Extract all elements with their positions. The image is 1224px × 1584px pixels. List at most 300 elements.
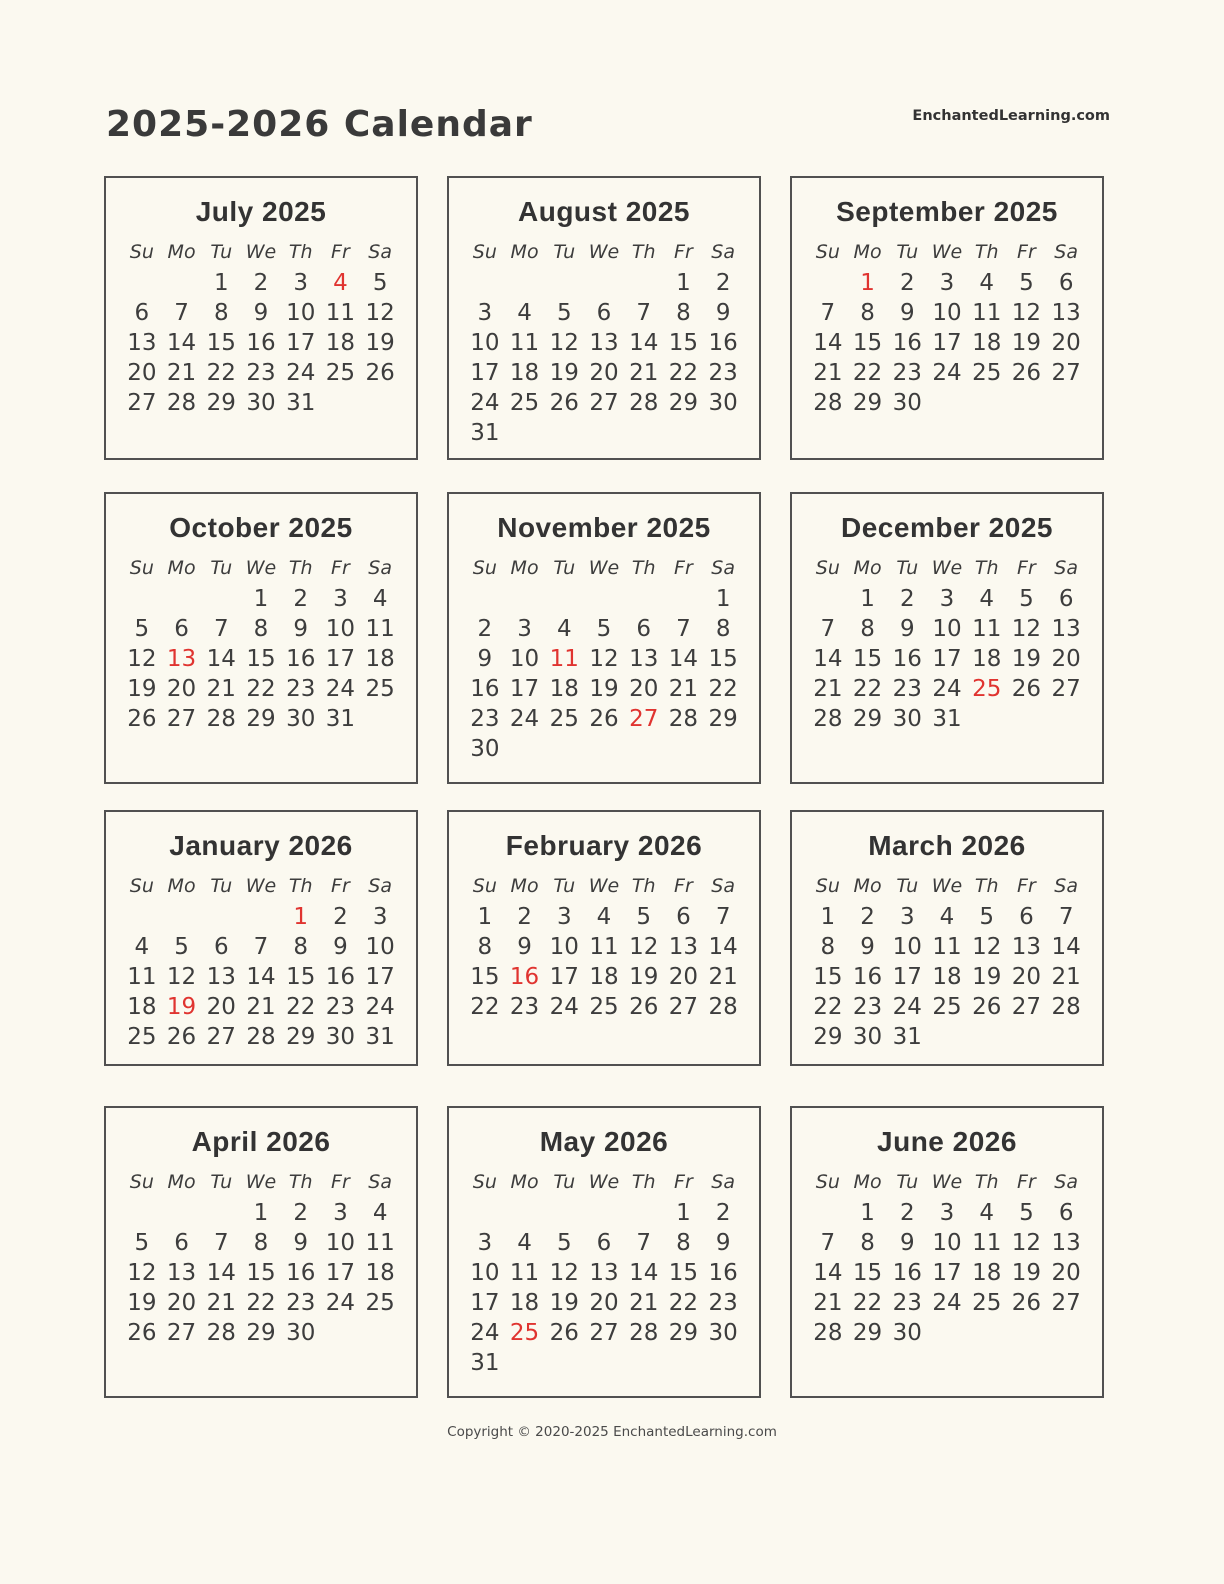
day-cell: 19 xyxy=(549,360,579,386)
weekday-label: We xyxy=(588,875,620,897)
day-cell: 29 xyxy=(852,390,883,416)
day-cell: 2 xyxy=(477,616,493,642)
day-cell: 10 xyxy=(932,1230,962,1256)
day-cell: 11 xyxy=(509,1260,540,1286)
day-cell: 19 xyxy=(629,964,659,990)
day-cell: 13 xyxy=(1051,1230,1081,1256)
day-cell: 27 xyxy=(1051,360,1081,386)
weekday-label: Fr xyxy=(674,241,693,263)
day-cell: 19 xyxy=(589,676,619,702)
page-title: 2025-2026 Calendar xyxy=(106,104,533,145)
day-cell: 22 xyxy=(246,676,276,702)
calendar-row-1 xyxy=(104,176,1120,460)
weekday-header-row xyxy=(465,1168,743,1196)
day-cell: 25 xyxy=(972,360,1002,386)
day-cell: 30 xyxy=(892,1320,922,1346)
day-cell: 28 xyxy=(813,1320,843,1346)
day-cell: 5 xyxy=(372,270,388,296)
day-cell: 20 xyxy=(1051,646,1081,672)
day-cell: 30 xyxy=(852,1024,883,1050)
day-cell: 18 xyxy=(509,360,540,386)
empty-day-cell xyxy=(808,584,848,614)
day-cell: 26 xyxy=(1011,1290,1042,1316)
day-cell: 12 xyxy=(1011,1230,1042,1256)
weekday-label: Th xyxy=(631,557,656,579)
day-cell: 29 xyxy=(246,706,276,732)
day-cell: 30 xyxy=(708,390,738,416)
day-cell: 3 xyxy=(477,300,493,326)
day-cell: 31 xyxy=(470,420,500,446)
day-cell: 5 xyxy=(174,934,189,960)
weekday-label: Tu xyxy=(553,1171,576,1193)
weekday-label: Th xyxy=(974,1171,999,1193)
day-cell: 17 xyxy=(470,1290,500,1316)
weekday-label: Tu xyxy=(896,1171,919,1193)
day-cell: 17 xyxy=(509,676,540,702)
weekday-label: Su xyxy=(815,241,840,263)
weekday-label: Th xyxy=(974,557,999,579)
empty-day-cell xyxy=(465,268,505,298)
day-cell: 21 xyxy=(708,964,738,990)
day-cell: 30 xyxy=(286,706,316,732)
day-cell: 31 xyxy=(932,706,962,732)
day-cell: 15 xyxy=(206,330,236,356)
weekday-label: Sa xyxy=(711,557,735,579)
day-cell: 20 xyxy=(589,1290,619,1316)
day-cell: 3 xyxy=(939,270,955,296)
weekday-label: Fr xyxy=(331,875,350,897)
calendar-row-3 xyxy=(104,810,1120,1066)
day-cell: 10 xyxy=(470,330,500,356)
weekday-label: Sa xyxy=(368,1171,392,1193)
day-cell: 7 xyxy=(636,1230,652,1256)
day-cell: 16 xyxy=(892,646,922,672)
day-cell: 25 xyxy=(365,1290,395,1316)
empty-day-cell xyxy=(241,902,281,932)
day-cell: 12 xyxy=(365,300,395,326)
day-cell: 28 xyxy=(1051,994,1081,1020)
day-cell: 19 xyxy=(549,1290,579,1316)
day-cell: 11 xyxy=(549,646,579,672)
weekday-header-row xyxy=(122,872,400,900)
day-cell: 1 xyxy=(860,586,875,612)
day-cell: 25 xyxy=(589,994,619,1020)
day-cell: 23 xyxy=(708,1290,738,1316)
weekday-label: Fr xyxy=(674,1171,693,1193)
weekday-label: Tu xyxy=(896,875,919,897)
day-cell: 2 xyxy=(899,1200,915,1226)
month-november-2025 xyxy=(447,492,761,784)
day-cell: 24 xyxy=(549,994,579,1020)
day-cell: 2 xyxy=(253,270,269,296)
weekday-label: Fr xyxy=(1017,241,1036,263)
day-cell: 24 xyxy=(470,390,500,416)
weekday-label: Fr xyxy=(674,557,693,579)
day-cell: 10 xyxy=(470,1260,500,1286)
day-cell: 16 xyxy=(286,646,316,672)
month-december-2025 xyxy=(790,492,1104,784)
day-cell: 7 xyxy=(676,616,691,642)
day-cell: 24 xyxy=(325,1290,356,1316)
day-cell: 7 xyxy=(253,934,269,960)
empty-day-cell xyxy=(465,584,505,614)
day-cell: 10 xyxy=(892,934,922,960)
day-cell: 11 xyxy=(589,934,619,960)
day-cell: 30 xyxy=(470,736,500,762)
day-cell: 23 xyxy=(325,994,356,1020)
day-cell: 4 xyxy=(517,1230,532,1256)
empty-day-cell xyxy=(544,584,584,614)
day-cell: 17 xyxy=(325,1260,356,1286)
weekday-label: Su xyxy=(815,1171,840,1193)
day-cell: 23 xyxy=(286,1290,316,1316)
weekday-label: We xyxy=(245,557,277,579)
weekday-label: Sa xyxy=(368,241,392,263)
day-cell: 1 xyxy=(676,1200,691,1226)
day-cell: 26 xyxy=(127,706,157,732)
month-title: June 2026 xyxy=(877,1126,1017,1157)
day-cell: 31 xyxy=(470,1350,500,1376)
day-cell: 13 xyxy=(629,646,659,672)
empty-day-cell xyxy=(584,584,624,614)
day-grid xyxy=(465,1198,743,1378)
day-cell: 1 xyxy=(860,270,875,296)
day-cell: 10 xyxy=(932,616,962,642)
day-cell: 29 xyxy=(668,1320,699,1346)
day-cell: 3 xyxy=(517,616,532,642)
weekday-label: Sa xyxy=(711,241,735,263)
day-cell: 9 xyxy=(715,300,731,326)
day-cell: 15 xyxy=(852,646,883,672)
empty-day-cell xyxy=(122,268,162,298)
weekday-label: Fr xyxy=(331,241,350,263)
month-july-2025 xyxy=(104,176,418,460)
day-cell: 15 xyxy=(668,1260,699,1286)
day-cell: 14 xyxy=(668,646,699,672)
day-cell: 2 xyxy=(333,904,348,930)
day-cell: 20 xyxy=(166,676,197,702)
empty-day-cell xyxy=(624,584,664,614)
weekday-label: Th xyxy=(288,557,313,579)
weekday-label: Mo xyxy=(167,557,196,579)
day-cell: 9 xyxy=(293,1230,309,1256)
day-cell: 23 xyxy=(708,360,738,386)
day-cell: 19 xyxy=(972,964,1002,990)
weekday-label: Sa xyxy=(368,875,392,897)
day-cell: 21 xyxy=(813,1290,843,1316)
day-cell: 20 xyxy=(668,964,699,990)
month-september-2025 xyxy=(790,176,1104,460)
day-cell: 18 xyxy=(325,330,356,356)
day-cell: 8 xyxy=(253,1230,269,1256)
day-cell: 17 xyxy=(325,646,356,672)
day-cell: 2 xyxy=(715,1200,731,1226)
weekday-label: Tu xyxy=(210,241,233,263)
day-cell: 18 xyxy=(549,676,579,702)
day-cell: 2 xyxy=(715,270,731,296)
day-cell: 29 xyxy=(286,1024,316,1050)
day-cell: 12 xyxy=(127,1260,157,1286)
weekday-label: Mo xyxy=(167,1171,196,1193)
day-cell: 4 xyxy=(979,586,995,612)
weekday-label: Th xyxy=(631,875,656,897)
day-cell: 16 xyxy=(246,330,276,356)
day-cell: 11 xyxy=(972,300,1002,326)
day-cell: 5 xyxy=(1019,270,1034,296)
weekday-label: Tu xyxy=(553,241,576,263)
day-grid xyxy=(808,1198,1086,1348)
day-cell: 17 xyxy=(470,360,500,386)
weekday-label: Mo xyxy=(853,241,882,263)
empty-day-cell xyxy=(505,268,545,298)
day-cell: 1 xyxy=(253,586,269,612)
day-cell: 4 xyxy=(517,300,532,326)
day-cell: 24 xyxy=(892,994,922,1020)
month-april-2026 xyxy=(104,1106,418,1398)
day-cell: 19 xyxy=(1011,1260,1042,1286)
weekday-label: We xyxy=(931,1171,963,1193)
day-cell: 19 xyxy=(365,330,395,356)
day-grid xyxy=(808,584,1086,734)
day-cell: 7 xyxy=(213,616,229,642)
day-cell: 20 xyxy=(1051,330,1081,356)
weekday-label: Th xyxy=(974,241,999,263)
weekday-header-row xyxy=(808,554,1086,582)
day-cell: 24 xyxy=(932,360,962,386)
day-cell: 5 xyxy=(636,904,652,930)
day-cell: 14 xyxy=(166,330,197,356)
day-cell: 13 xyxy=(166,646,197,672)
day-cell: 25 xyxy=(325,360,356,386)
day-cell: 28 xyxy=(708,994,738,1020)
day-cell: 8 xyxy=(293,934,309,960)
day-cell: 9 xyxy=(333,934,348,960)
day-cell: 23 xyxy=(246,360,276,386)
weekday-label: Fr xyxy=(1017,557,1036,579)
weekday-label: Su xyxy=(815,875,840,897)
day-cell: 31 xyxy=(286,390,316,416)
day-cell: 19 xyxy=(166,994,197,1020)
month-title: May 2026 xyxy=(539,1126,669,1157)
day-cell: 15 xyxy=(668,330,699,356)
day-cell: 23 xyxy=(509,994,540,1020)
weekday-label: Sa xyxy=(711,875,735,897)
day-cell: 26 xyxy=(629,994,659,1020)
weekday-label: We xyxy=(931,241,963,263)
day-cell: 31 xyxy=(892,1024,922,1050)
day-cell: 22 xyxy=(286,994,316,1020)
weekday-label: Su xyxy=(129,875,154,897)
weekday-label: Mo xyxy=(510,1171,539,1193)
day-cell: 15 xyxy=(852,1260,883,1286)
month-january-2026 xyxy=(104,810,418,1066)
day-cell: 10 xyxy=(286,300,316,326)
day-cell: 4 xyxy=(333,270,348,296)
month-title: October 2025 xyxy=(169,512,353,543)
day-cell: 21 xyxy=(1051,964,1081,990)
empty-day-cell xyxy=(162,1198,202,1228)
day-cell: 29 xyxy=(246,1320,276,1346)
day-cell: 25 xyxy=(972,676,1002,702)
day-cell: 4 xyxy=(556,616,572,642)
weekday-label: We xyxy=(588,1171,620,1193)
day-cell: 29 xyxy=(852,1320,883,1346)
day-cell: 18 xyxy=(972,330,1002,356)
day-cell: 17 xyxy=(549,964,579,990)
day-cell: 24 xyxy=(325,676,356,702)
weekday-label: Sa xyxy=(368,557,392,579)
day-grid xyxy=(122,1198,400,1348)
empty-day-cell xyxy=(505,1198,545,1228)
day-cell: 27 xyxy=(206,1024,236,1050)
empty-day-cell xyxy=(505,584,545,614)
day-cell: 6 xyxy=(1019,904,1034,930)
weekday-label: Sa xyxy=(711,1171,735,1193)
weekday-label: Fr xyxy=(331,1171,350,1193)
weekday-label: Mo xyxy=(510,875,539,897)
weekday-label: Th xyxy=(288,1171,313,1193)
day-cell: 12 xyxy=(1011,616,1042,642)
day-cell: 28 xyxy=(206,706,236,732)
weekday-label: Fr xyxy=(674,875,693,897)
day-cell: 25 xyxy=(509,1320,540,1346)
day-cell: 9 xyxy=(899,616,915,642)
day-grid xyxy=(465,584,743,764)
day-cell: 6 xyxy=(676,904,691,930)
weekday-label: We xyxy=(245,241,277,263)
day-cell: 11 xyxy=(365,1230,395,1256)
weekday-label: Th xyxy=(288,241,313,263)
empty-day-cell xyxy=(201,902,241,932)
day-cell: 8 xyxy=(820,934,836,960)
weekday-header-row xyxy=(465,872,743,900)
day-cell: 12 xyxy=(589,646,619,672)
weekday-label: Mo xyxy=(510,557,539,579)
day-cell: 15 xyxy=(246,1260,276,1286)
day-grid xyxy=(465,268,743,448)
day-cell: 15 xyxy=(708,646,738,672)
empty-day-cell xyxy=(544,268,584,298)
day-cell: 17 xyxy=(286,330,316,356)
day-cell: 26 xyxy=(1011,360,1042,386)
day-cell: 3 xyxy=(333,1200,348,1226)
day-cell: 30 xyxy=(325,1024,356,1050)
day-cell: 21 xyxy=(206,676,236,702)
day-grid xyxy=(808,902,1086,1052)
empty-day-cell xyxy=(624,268,664,298)
day-cell: 14 xyxy=(1051,934,1081,960)
day-cell: 15 xyxy=(470,964,500,990)
day-cell: 6 xyxy=(174,1230,189,1256)
month-title: November 2025 xyxy=(497,512,711,543)
day-cell: 15 xyxy=(246,646,276,672)
weekday-label: We xyxy=(931,557,963,579)
day-cell: 22 xyxy=(852,1290,883,1316)
day-cell: 19 xyxy=(127,1290,157,1316)
day-cell: 23 xyxy=(286,676,316,702)
day-cell: 5 xyxy=(1019,1200,1034,1226)
month-title: April 2026 xyxy=(191,1126,331,1157)
month-title: August 2025 xyxy=(518,196,690,227)
day-cell: 28 xyxy=(629,1320,659,1346)
day-cell: 8 xyxy=(253,616,269,642)
weekday-label: Tu xyxy=(896,241,919,263)
weekday-label: Th xyxy=(288,875,313,897)
day-cell: 3 xyxy=(293,270,309,296)
day-cell: 14 xyxy=(246,964,276,990)
day-cell: 6 xyxy=(1058,270,1074,296)
day-cell: 24 xyxy=(932,676,962,702)
weekday-label: Tu xyxy=(210,557,233,579)
day-cell: 1 xyxy=(477,904,493,930)
empty-day-cell xyxy=(122,584,162,614)
day-cell: 11 xyxy=(325,300,356,326)
day-cell: 15 xyxy=(813,964,843,990)
month-title: December 2025 xyxy=(841,512,1053,543)
day-cell: 2 xyxy=(899,270,915,296)
day-cell: 8 xyxy=(860,1230,875,1256)
weekday-label: We xyxy=(245,1171,277,1193)
day-cell: 7 xyxy=(213,1230,229,1256)
day-cell: 24 xyxy=(932,1290,962,1316)
day-cell: 8 xyxy=(676,300,691,326)
day-cell: 22 xyxy=(668,360,699,386)
day-cell: 31 xyxy=(365,1024,395,1050)
day-cell: 26 xyxy=(1011,676,1042,702)
day-cell: 24 xyxy=(470,1320,500,1346)
day-cell: 17 xyxy=(932,646,962,672)
day-cell: 20 xyxy=(1051,1260,1081,1286)
day-cell: 3 xyxy=(333,586,348,612)
day-cell: 12 xyxy=(629,934,659,960)
day-cell: 14 xyxy=(629,1260,659,1286)
day-cell: 2 xyxy=(293,586,309,612)
day-cell: 22 xyxy=(852,676,883,702)
weekday-label: We xyxy=(931,875,963,897)
day-cell: 6 xyxy=(213,934,229,960)
empty-day-cell xyxy=(122,1198,162,1228)
weekday-label: We xyxy=(588,557,620,579)
weekday-header-row xyxy=(122,554,400,582)
day-cell: 17 xyxy=(892,964,922,990)
day-cell: 3 xyxy=(939,586,955,612)
day-cell: 8 xyxy=(477,934,493,960)
day-cell: 21 xyxy=(206,1290,236,1316)
day-cell: 31 xyxy=(325,706,356,732)
day-cell: 30 xyxy=(892,390,922,416)
day-cell: 27 xyxy=(1051,1290,1081,1316)
weekday-label: Fr xyxy=(1017,1171,1036,1193)
day-cell: 18 xyxy=(972,1260,1002,1286)
weekday-label: Mo xyxy=(167,241,196,263)
day-cell: 25 xyxy=(509,390,540,416)
empty-day-cell xyxy=(624,1198,664,1228)
day-cell: 6 xyxy=(596,1230,612,1256)
empty-day-cell xyxy=(584,268,624,298)
day-cell: 1 xyxy=(715,586,731,612)
day-cell: 23 xyxy=(892,676,922,702)
day-cell: 18 xyxy=(589,964,619,990)
weekday-header-row xyxy=(808,1168,1086,1196)
day-cell: 13 xyxy=(206,964,236,990)
day-cell: 17 xyxy=(365,964,395,990)
day-cell: 11 xyxy=(127,964,157,990)
day-grid xyxy=(122,584,400,734)
day-cell: 7 xyxy=(820,300,836,326)
weekday-label: Sa xyxy=(1054,1171,1078,1193)
day-cell: 28 xyxy=(629,390,659,416)
day-cell: 27 xyxy=(1011,994,1042,1020)
